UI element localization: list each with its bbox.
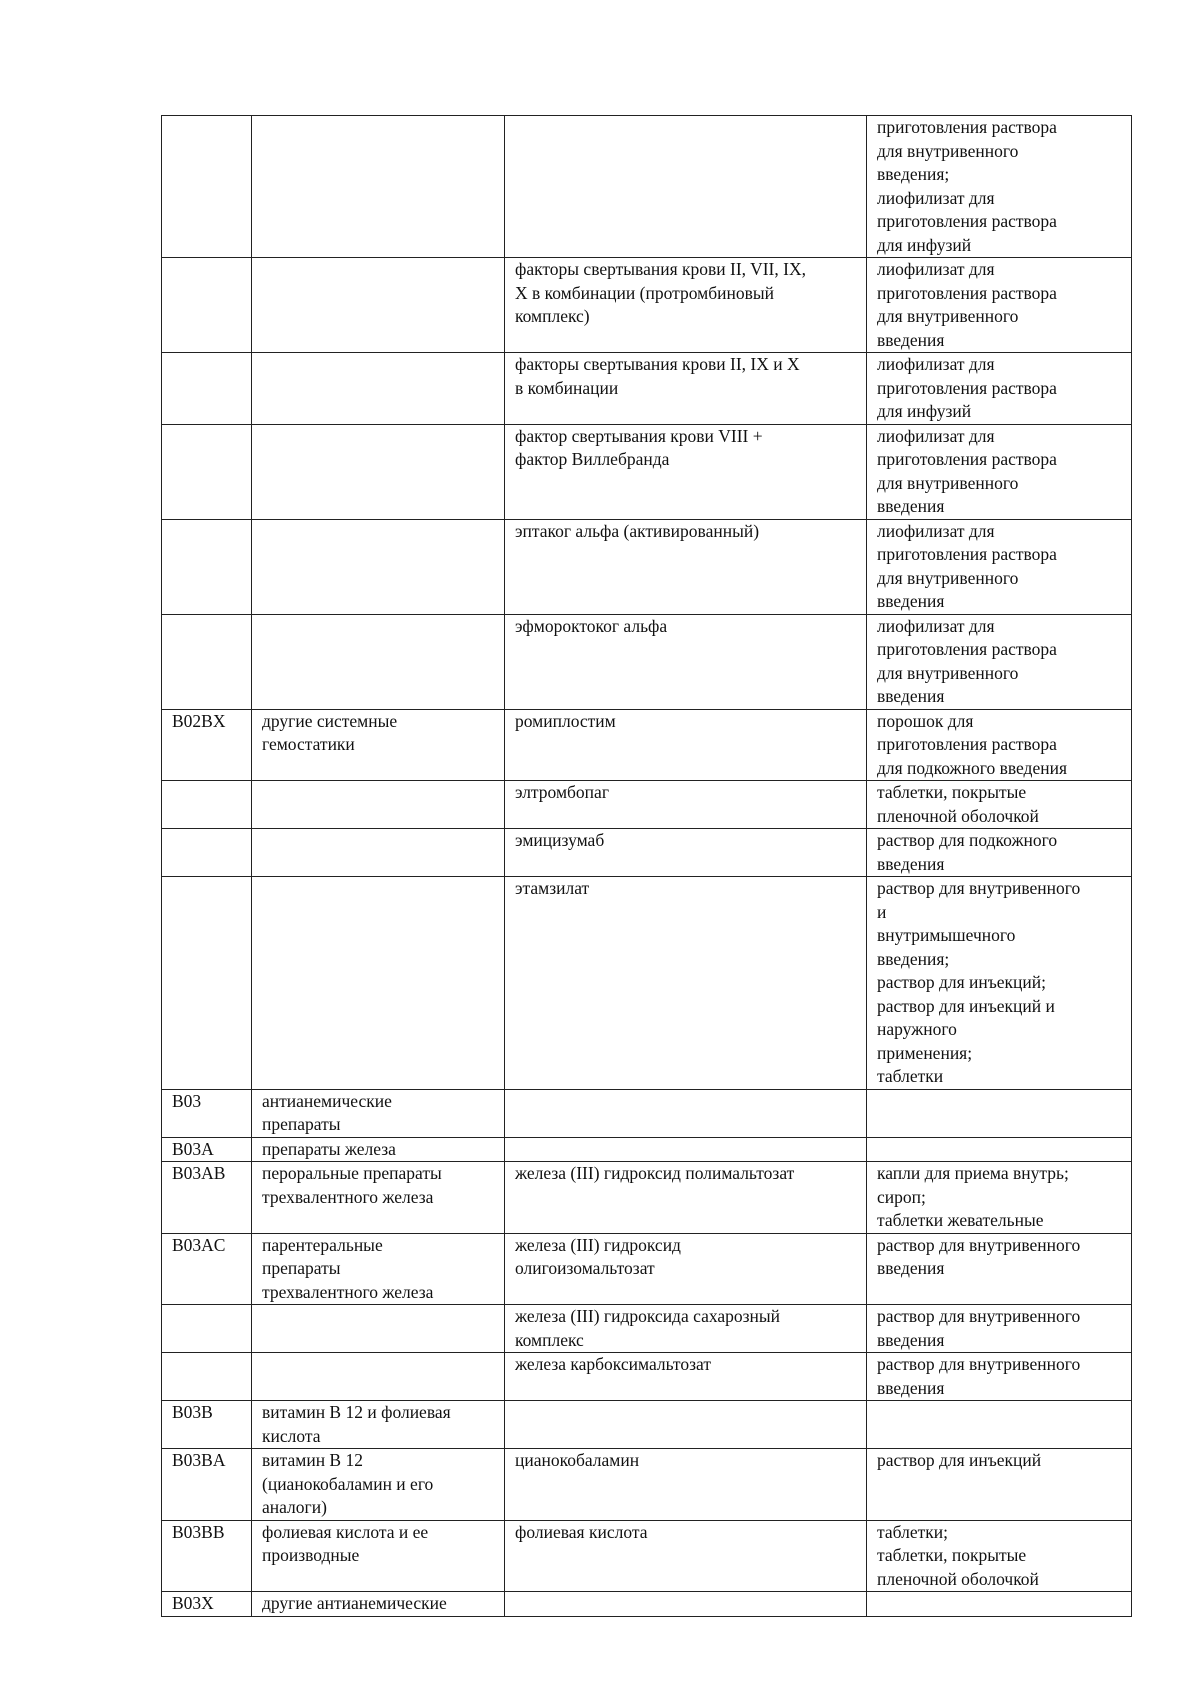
dosage-form-cell <box>867 1401 1132 1449</box>
table-row <box>162 614 1132 709</box>
dosage-form-cell: приготовления раствора для внутривенного введения; лиофилизат для приготовления раствора для инфузий <box>867 116 1132 258</box>
dosage-form-cell: раствор для инъекций <box>867 1449 1132 1521</box>
group-name-cell <box>252 1305 505 1353</box>
table-row <box>162 1089 1132 1137</box>
dosage-form-cell: лиофилизат для приготовления раствора для внутривенного введения <box>867 258 1132 353</box>
table-row <box>162 781 1132 829</box>
dosage-form-cell: лиофилизат для приготовления раствора для инфузий <box>867 353 1132 425</box>
table-row <box>162 1305 1132 1353</box>
atc-code-cell: B03B <box>162 1401 252 1449</box>
dosage-form-cell: таблетки, покрытые пленочной оболочкой <box>867 781 1132 829</box>
drug-name-cell: цианокобаламин <box>505 1449 867 1521</box>
atc-code-cell <box>162 353 252 425</box>
drug-name-cell: фолиевая кислота <box>505 1520 867 1592</box>
dosage-form-cell: раствор для внутривенного введения <box>867 1305 1132 1353</box>
group-name-cell: витамин B 12 и фолиевая кислота <box>252 1401 505 1449</box>
atc-code-cell <box>162 258 252 353</box>
group-name-cell <box>252 424 505 519</box>
atc-code-cell: B03BB <box>162 1520 252 1592</box>
group-name-cell: препараты железа <box>252 1137 505 1162</box>
drug-name-cell: факторы свертывания крови II, IX и X в комбинации <box>505 353 867 425</box>
atc-code-cell <box>162 781 252 829</box>
drug-name-cell: эфмороктоког альфа <box>505 614 867 709</box>
atc-code-cell: B03BA <box>162 1449 252 1521</box>
table-row <box>162 709 1132 781</box>
dosage-form-cell: порошок для приготовления раствора для подкожного введения <box>867 709 1132 781</box>
drug-name-cell: фактор свертывания крови VIII + фактор Виллебранда <box>505 424 867 519</box>
drug-name-cell: факторы свертывания крови II, VII, IX, X в комбинации (протромбиновый комплекс) <box>505 258 867 353</box>
atc-code-cell <box>162 1305 252 1353</box>
table-row <box>162 1449 1132 1521</box>
table-row <box>162 353 1132 425</box>
dosage-form-cell: лиофилизат для приготовления раствора для внутривенного введения <box>867 614 1132 709</box>
group-name-cell: другие антианемические <box>252 1592 505 1617</box>
drug-name-cell <box>505 1137 867 1162</box>
group-name-cell <box>252 519 505 614</box>
drug-name-cell: эмицизумаб <box>505 829 867 877</box>
table-row <box>162 1353 1132 1401</box>
group-name-cell <box>252 877 505 1090</box>
table-row <box>162 1233 1132 1305</box>
table-row <box>162 829 1132 877</box>
atc-code-cell <box>162 519 252 614</box>
atc-code-cell <box>162 116 252 258</box>
group-name-cell <box>252 258 505 353</box>
table-row <box>162 1137 1132 1162</box>
atc-code-cell <box>162 424 252 519</box>
drug-name-cell: эптаког альфа (активированный) <box>505 519 867 614</box>
group-name-cell: пероральные препараты трехвалентного железа <box>252 1162 505 1234</box>
atc-code-cell <box>162 877 252 1090</box>
drug-name-cell: элтромбопаг <box>505 781 867 829</box>
drug-name-cell <box>505 1401 867 1449</box>
atc-code-cell: B03AB <box>162 1162 252 1234</box>
group-name-cell <box>252 353 505 425</box>
drug-name-cell <box>505 1592 867 1617</box>
atc-code-cell: B03A <box>162 1137 252 1162</box>
dosage-form-cell: таблетки; таблетки, покрытые пленочной оболочкой <box>867 1520 1132 1592</box>
table-row <box>162 1520 1132 1592</box>
dosage-form-cell: лиофилизат для приготовления раствора для внутривенного введения <box>867 519 1132 614</box>
dosage-form-cell: раствор для подкожного введения <box>867 829 1132 877</box>
group-name-cell <box>252 614 505 709</box>
table-row <box>162 877 1132 1090</box>
table-row <box>162 1592 1132 1617</box>
atc-code-cell: B03AC <box>162 1233 252 1305</box>
drug-name-cell: ромиплостим <box>505 709 867 781</box>
drug-name-cell: железа (III) гидроксид олигоизомальтозат <box>505 1233 867 1305</box>
table-row <box>162 1162 1132 1234</box>
atc-code-cell: B03 <box>162 1089 252 1137</box>
atc-code-cell: B03X <box>162 1592 252 1617</box>
atc-code-cell <box>162 614 252 709</box>
dosage-form-cell <box>867 1089 1132 1137</box>
group-name-cell: антианемические препараты <box>252 1089 505 1137</box>
drug-classification-table <box>161 115 1132 1617</box>
atc-code-cell <box>162 1353 252 1401</box>
table-row <box>162 519 1132 614</box>
table-row <box>162 116 1132 258</box>
group-name-cell: фолиевая кислота и ее производные <box>252 1520 505 1592</box>
drug-name-cell: железа (III) гидроксид полимальтозат <box>505 1162 867 1234</box>
group-name-cell: витамин B 12 (цианокобаламин и его аналоги) <box>252 1449 505 1521</box>
dosage-form-cell: лиофилизат для приготовления раствора для внутривенного введения <box>867 424 1132 519</box>
drug-name-cell: этамзилат <box>505 877 867 1090</box>
group-name-cell <box>252 781 505 829</box>
table-row <box>162 258 1132 353</box>
dosage-form-cell: раствор для внутривенного и внутримышечного введения; раствор для инъекций; раствор для инъекций и наружного применения; таблетки <box>867 877 1132 1090</box>
group-name-cell <box>252 829 505 877</box>
dosage-form-cell <box>867 1592 1132 1617</box>
group-name-cell <box>252 1353 505 1401</box>
dosage-form-cell <box>867 1137 1132 1162</box>
dosage-form-cell: раствор для внутривенного введения <box>867 1353 1132 1401</box>
atc-code-cell <box>162 829 252 877</box>
group-name-cell <box>252 116 505 258</box>
drug-name-cell: железа (III) гидроксида сахарозный комплекс <box>505 1305 867 1353</box>
dosage-form-cell: капли для приема внутрь; сироп; таблетки жевательные <box>867 1162 1132 1234</box>
dosage-form-cell: раствор для внутривенного введения <box>867 1233 1132 1305</box>
group-name-cell: парентеральные препараты трехвалентного железа <box>252 1233 505 1305</box>
table-row <box>162 1401 1132 1449</box>
drug-name-cell: железа карбоксимальтозат <box>505 1353 867 1401</box>
drug-name-cell <box>505 1089 867 1137</box>
group-name-cell: другие системные гемостатики <box>252 709 505 781</box>
drug-name-cell <box>505 116 867 258</box>
atc-code-cell: B02BX <box>162 709 252 781</box>
table-row <box>162 424 1132 519</box>
